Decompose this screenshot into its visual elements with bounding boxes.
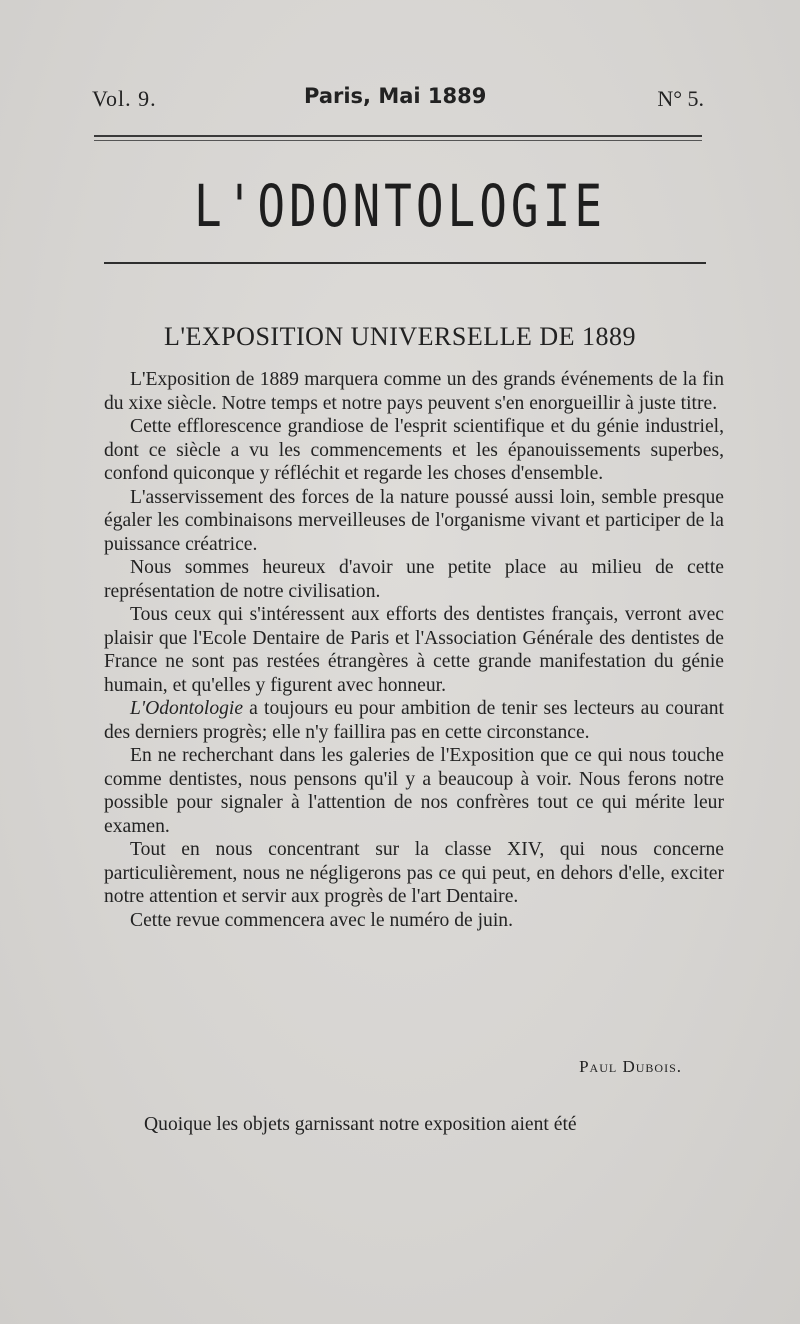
paragraph: Tout en nous concentrant sur la classe XIV, qui nous concerne particulièrement, nous ne négligerons pas ce qui peut, en dehors d'elle, exciter notre attention et servir aux progrès de l'art Dentaire. [104, 839, 724, 907]
journal-name-italic: L'Odontologie [130, 698, 244, 719]
paragraph: En ne recherchant dans les galeries de l'Exposition que ce qui nous touche comme dentistes, nous pensons qu'il y a beaucoup à voir. Nous ferons notre possible pour signaler à l'attention de nos confrères tout ce qui mérite leur examen. [104, 745, 724, 837]
paragraph: Tous ceux qui s'intéressent aux efforts des dentistes français, verront avec plaisir que l'Ecole Dentaire de Paris et l'Association Générale des dentistes de France ne sont pas restées étrangères à cette grande manifestation du génie humain, et qu'elles y figurent avec honneur. [104, 604, 724, 696]
article-title: L'EXPOSITION UNIVERSELLE DE 1889 [163, 322, 637, 351]
paragraph: L'asservissement des forces de la nature poussé aussi loin, semble presque égaler les combinaisons merveilleuses de l'organisme vivant et participer de la puissance créatrice. [104, 486, 724, 555]
paragraph [104, 697, 724, 744]
journal-masthead: L'ODONTOLOGIE [193, 172, 607, 240]
header-rule-bottom [94, 140, 702, 141]
paragraph: L'Exposition de 1889 marquera comme un des grands événements de la fin du xixe siècle. Notre temps et notre pays peuvent s'en enorgueillir à juste titre. [104, 369, 724, 414]
paragraph: Cette revue commencera avec le numéro de juin. [130, 909, 513, 931]
paragraph-text: a toujours eu pour ambition de tenir ses lecteurs au courant des derniers progrès; elle n'y faillira pas en cette circonstance. [104, 698, 724, 743]
continuation-paragraph: Quoique les objets garnissant notre exposition aient été [144, 1114, 577, 1135]
author-signature: Paul Dubois. [579, 1057, 682, 1076]
place-date: Paris, Mai 1889 [304, 84, 487, 108]
running-header [92, 86, 708, 116]
header-rule-top [94, 135, 702, 137]
volume-label: Vol. 9. [92, 86, 157, 111]
issue-number: N° 5. [657, 86, 704, 111]
paragraph: Cette efflorescence grandiose de l'esprit scientifique et du génie industriel, dont ce siècle a vu les commencements et les épanouissements superbes, confond quiconque y réfléchit et regarde les choses d'ensemble. [104, 416, 724, 484]
paragraph: Nous sommes heureux d'avoir une petite place au milieu de cette représentation de notre civilisation. [104, 557, 724, 602]
article-body [104, 368, 724, 932]
masthead-rule [104, 262, 706, 264]
